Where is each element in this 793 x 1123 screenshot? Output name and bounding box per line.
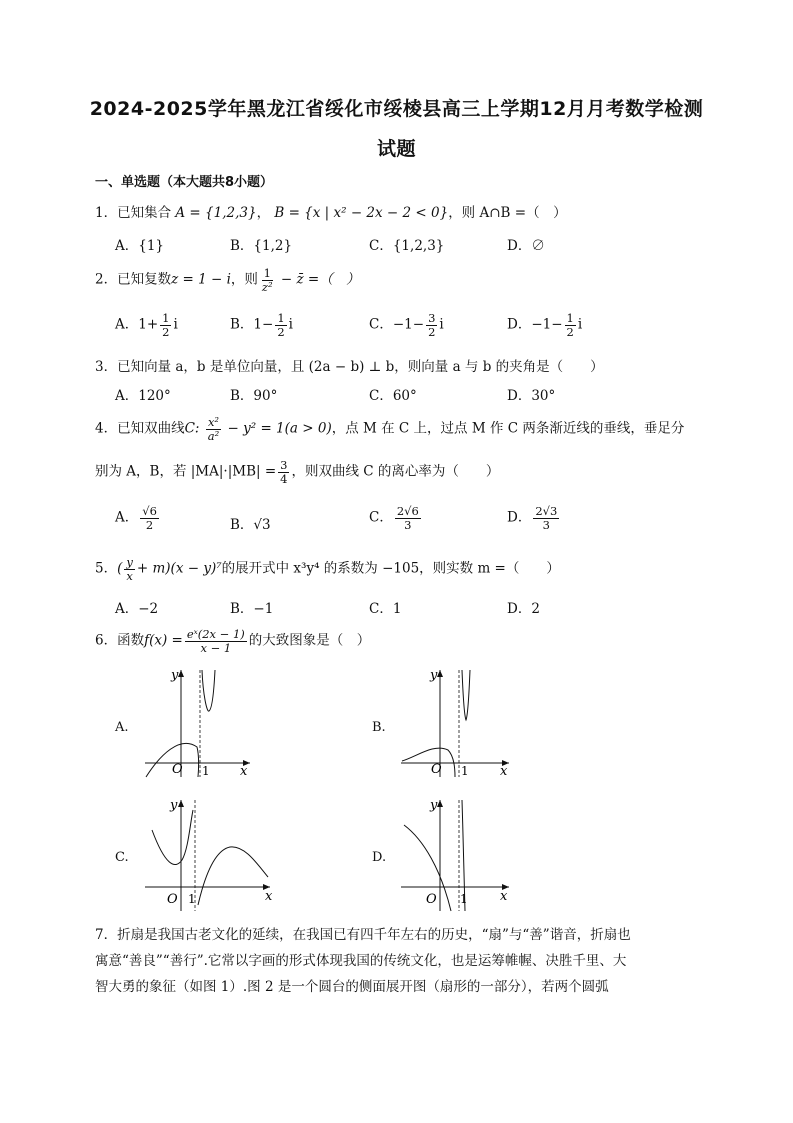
question-6: 6．函数f(x) = $\frac{\text{eˣ(2x − 1)}}{x - 1}$ 的大致图象是（ ） <box>95 627 371 655</box>
question-text: 已知复数 <box>117 271 172 288</box>
question-text: ，则 A∩B =（ ） <box>448 205 567 221</box>
svg-text:1: 1 <box>460 892 468 906</box>
question-2 <box>95 267 360 293</box>
option-d[interactable]: D．30° <box>507 388 556 404</box>
option-b[interactable]: B．90° <box>230 388 278 404</box>
question-number: 4． <box>95 420 118 437</box>
svg-text:1: 1 <box>202 764 210 778</box>
graph-a[interactable] <box>140 665 255 780</box>
graph-d-label[interactable]: D. <box>372 850 387 865</box>
question-text: ，点 M 在 C 上，过点 M 作 C 两条渐近线的垂线，垂足分 <box>331 420 685 437</box>
option-d[interactable]: D．2 <box>507 601 540 617</box>
option-d[interactable]: D．−1− $\frac{1}{2}$ i <box>507 311 583 339</box>
svg-text:x: x <box>500 764 508 779</box>
question-7-line3: 智大勇的象征（如图 1）.图 2 是一个圆台的侧面展开图（扇形的一部分），若两个圆弧 <box>95 979 609 995</box>
question-text: ，则双曲线 C 的离心率为（ ） <box>291 463 500 480</box>
document-title-line1: 2024-2025学年黑龙江省绥化市绥棱县高三上学期12月月考数学检测 <box>89 98 704 120</box>
graph-b[interactable] <box>396 665 514 780</box>
option-d[interactable]: D． $\frac{2√3}{3}$ <box>507 504 558 532</box>
option-c[interactable]: C．{1,2,3} <box>369 238 445 254</box>
option-d[interactable]: D．∅ <box>507 238 545 254</box>
question-3 <box>95 355 604 375</box>
svg-text:O: O <box>172 762 183 777</box>
document-title-line2: 试题 <box>376 138 416 160</box>
option-c[interactable]: C．1 <box>369 601 402 617</box>
fraction: $\frac{3}{4}$ <box>280 458 288 486</box>
fraction: $\frac{y}{x}$ <box>126 555 133 583</box>
question-7 <box>95 922 700 1000</box>
math-expression: z = 1 − i <box>171 271 231 288</box>
question-text: 已知集合 <box>117 205 172 221</box>
option-a[interactable]: A．1+ $\frac{1}{2}$ i <box>115 311 178 339</box>
question-4-line2 <box>95 459 499 485</box>
fraction: $\frac{\text{x²}}{\text{a²}}$ <box>207 415 220 443</box>
fraction: $\frac{\text{eˣ(2x − 1)}}{x - 1}$ <box>186 627 245 655</box>
question-number: 3． <box>95 359 118 375</box>
option-a[interactable]: A．120° <box>115 388 171 404</box>
graph-c[interactable] <box>140 795 275 913</box>
question-text: 已知向量 a，b 是单位向量，且 (2a − b) ⊥ b，则向量 a 与 b 的夹角是（ ） <box>117 359 604 375</box>
question-text: 别为 A，B，若 |MA|·|MB| = <box>95 463 277 480</box>
question-text: ，则 <box>230 271 258 288</box>
fraction: $\frac{1}{\text{z²}}$ <box>261 266 273 294</box>
question-text: − z̄ =（ ） <box>276 271 360 288</box>
question-7-line2: 寓意“善良”“善行”.它常以字画的形式体现我国的传统文化，也是运筹帷幄、决胜千里、大 <box>95 953 627 969</box>
svg-text:y: y <box>171 668 179 683</box>
option-a[interactable]: A．−2 <box>115 601 159 617</box>
svg-text:x: x <box>265 889 273 904</box>
svg-text:x: x <box>240 764 248 779</box>
question-4: 4．已知双曲线C: $\frac{\text{x²}}{\text{a²}}$ − y² = 1(a > 0)，点 M 在 C 上，过点 M 作 C 两条渐近线的垂线，垂足分 <box>95 415 685 443</box>
question-text: 函数 <box>117 632 145 649</box>
section-header: 一、单选题（本大题共8小题） <box>95 175 274 190</box>
option-c[interactable]: C．−1− $\frac{3}{2}$ i <box>369 311 444 339</box>
svg-text:O: O <box>167 892 178 907</box>
svg-text:O: O <box>426 892 437 907</box>
svg-text:1: 1 <box>461 764 469 778</box>
graph-a-label[interactable]: A. <box>115 720 129 735</box>
question-7-line1: 7．折扇是我国古老文化的延续，在我国已有四千年左右的历史，“扇”与“善”谐音，折扇也 <box>95 927 631 943</box>
svg-text:x: x <box>500 889 508 904</box>
graph-c-label[interactable]: C. <box>115 850 129 865</box>
question-number: 6． <box>95 632 118 649</box>
set-a: A = {1,2,3} <box>175 205 257 221</box>
question-text: 已知双曲线 <box>117 420 185 437</box>
question-text: 的展开式中 x³y⁴ 的系数为 −105，则实数 m =（ ） <box>221 560 560 577</box>
svg-text:O: O <box>431 762 442 777</box>
option-b[interactable]: B．−1 <box>230 601 274 617</box>
question-5: 5．( $\frac{y}{x}$ + m)(x − y)⁷的展开式中 x³y⁴ 的系数为 −105，则实数 m =（ ） <box>95 555 560 583</box>
option-a[interactable]: A． $\frac{√6}{2}$ <box>115 504 157 532</box>
question-text: 的大致图象是（ ） <box>248 632 371 649</box>
svg-text:y: y <box>430 668 438 683</box>
option-b[interactable]: B．√3 <box>230 517 271 533</box>
question-number: 5． <box>95 560 118 577</box>
option-a[interactable]: A．{1} <box>115 238 165 254</box>
svg-text:y: y <box>430 798 438 813</box>
question-1: 1．已知集合 A = {1,2,3}， B = {x | x² − 2x − 2 < 0}，则 A∩B =（ ） <box>95 205 567 221</box>
graph-d[interactable] <box>396 795 514 913</box>
option-c[interactable]: C． $\frac{2√6}{3}$ <box>369 504 419 532</box>
option-b[interactable]: B．1− $\frac{1}{2}$ i <box>230 311 293 339</box>
option-c[interactable]: C．60° <box>369 388 417 404</box>
option-b[interactable]: B．{1,2} <box>230 238 293 254</box>
graph-b-label[interactable]: B. <box>372 720 386 735</box>
question-number: 1． <box>95 205 118 221</box>
set-b: B = {x | x² − 2x − 2 < 0} <box>274 205 449 221</box>
question-number: 2． <box>95 271 118 288</box>
svg-text:y: y <box>170 798 178 813</box>
question-number: 7． <box>95 927 118 943</box>
svg-text:1: 1 <box>188 892 196 906</box>
